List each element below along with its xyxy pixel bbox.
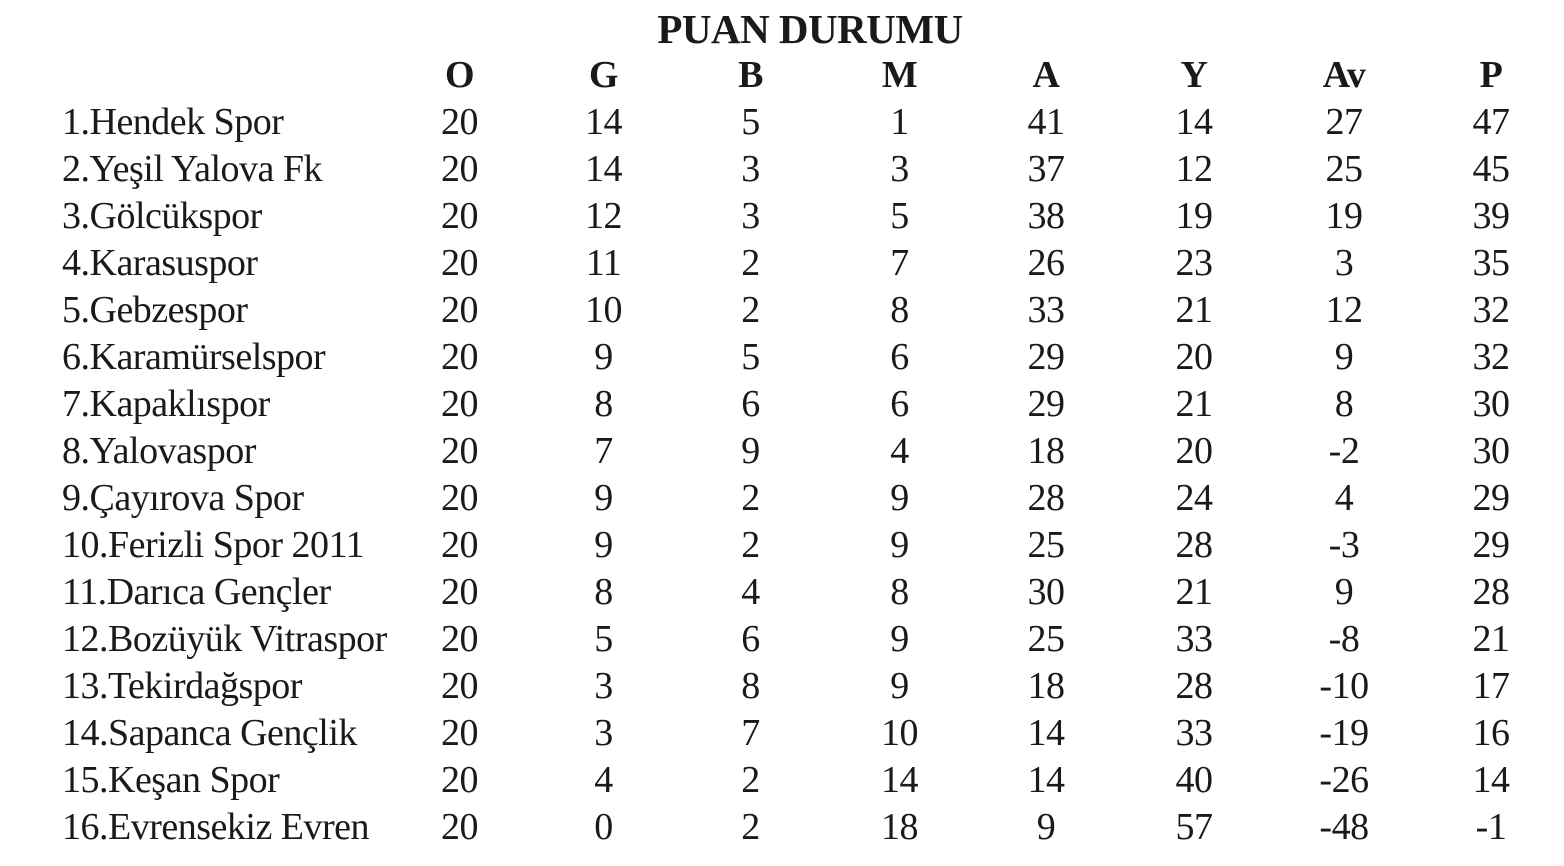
team-name: 3.Gölcükspor xyxy=(62,195,262,237)
stat-cell: 9 xyxy=(594,336,613,378)
table-row xyxy=(0,193,1564,240)
stat-cell: 9 xyxy=(890,524,909,566)
team-name: 8.Yalovaspor xyxy=(62,430,256,472)
stat-cell: 28 xyxy=(1027,477,1065,519)
stat-cell: -19 xyxy=(1319,712,1369,754)
column-header-p: P xyxy=(1479,54,1503,96)
team-name: 14.Sapanca Gençlik xyxy=(62,712,357,754)
table-row xyxy=(0,334,1564,381)
stat-cell: 3 xyxy=(741,195,760,237)
stat-cell: -26 xyxy=(1319,759,1369,801)
stat-cell: 2 xyxy=(741,289,760,331)
table-row xyxy=(0,146,1564,193)
stat-cell: 35 xyxy=(1472,242,1510,284)
stat-cell: 9 xyxy=(1036,806,1056,848)
stat-cell: 5 xyxy=(890,195,909,237)
stat-cell: 2 xyxy=(741,477,760,519)
stat-cell: 20 xyxy=(441,101,478,143)
stat-cell: 18 xyxy=(881,806,918,848)
stat-cell: 47 xyxy=(1472,101,1510,143)
stat-cell: 20 xyxy=(441,336,478,378)
team-name: 7.Kapaklıspor xyxy=(62,383,270,425)
stat-cell: 5 xyxy=(741,101,760,143)
stat-cell: 1 xyxy=(890,101,909,143)
stat-cell: 20 xyxy=(441,430,478,472)
table-row xyxy=(0,757,1564,804)
stat-cell: 11 xyxy=(585,242,622,284)
column-header-g: G xyxy=(588,54,619,96)
stat-cell: 30 xyxy=(1027,571,1065,613)
stat-cell: 6 xyxy=(890,383,909,425)
stat-cell: 20 xyxy=(441,477,478,519)
stat-cell: 2 xyxy=(741,759,760,801)
stat-cell: 20 xyxy=(441,148,478,190)
stat-cell: 2 xyxy=(741,524,760,566)
stat-cell: 19 xyxy=(1175,195,1213,237)
stat-cell: 8 xyxy=(1334,383,1354,425)
stat-cell: 20 xyxy=(441,712,478,754)
stat-cell: 9 xyxy=(890,477,909,519)
stat-cell: 12 xyxy=(1175,148,1213,190)
stat-cell: 17 xyxy=(1472,665,1510,707)
stat-cell: 5 xyxy=(741,336,760,378)
table-row xyxy=(0,240,1564,287)
stat-cell: 5 xyxy=(594,618,613,660)
page-title: PUAN DURUMU xyxy=(657,6,963,52)
stat-cell: 14 xyxy=(881,759,918,801)
stat-cell: 10 xyxy=(585,289,622,331)
stat-cell: 32 xyxy=(1472,336,1510,378)
stat-cell: 8 xyxy=(890,571,909,613)
table-row xyxy=(0,569,1564,616)
stat-cell: 3 xyxy=(741,148,760,190)
stat-cell: 2 xyxy=(741,242,760,284)
stat-cell: 27 xyxy=(1325,101,1363,143)
stat-cell: 8 xyxy=(741,665,760,707)
stat-cell: 40 xyxy=(1175,759,1213,801)
stat-cell: 8 xyxy=(594,571,613,613)
stat-cell: 37 xyxy=(1027,148,1065,190)
table-row xyxy=(0,804,1564,851)
table-row xyxy=(0,663,1564,710)
stat-cell: 32 xyxy=(1472,289,1510,331)
table-row xyxy=(0,287,1564,334)
stat-cell: 28 xyxy=(1472,571,1510,613)
stat-cell: 29 xyxy=(1472,524,1510,566)
team-name: 9.Çayırova Spor xyxy=(62,477,304,519)
header-row xyxy=(0,52,1564,99)
team-name: 4.Karasuspor xyxy=(62,242,258,284)
stat-cell: 9 xyxy=(890,618,909,660)
stat-cell: 30 xyxy=(1472,430,1510,472)
table-row xyxy=(0,710,1564,757)
stat-cell: -1 xyxy=(1475,806,1507,848)
stat-cell: 20 xyxy=(441,195,478,237)
column-header-m: M xyxy=(881,54,918,96)
stat-cell: 4 xyxy=(594,759,613,801)
stat-cell: 29 xyxy=(1472,477,1510,519)
stat-cell: 23 xyxy=(1175,242,1213,284)
team-name: 15.Keşan Spor xyxy=(62,759,280,801)
column-header-a: A xyxy=(1032,54,1060,96)
stat-cell: 14 xyxy=(585,148,622,190)
stat-cell: 20 xyxy=(1175,336,1213,378)
stat-cell: 20 xyxy=(441,759,478,801)
stat-cell: 29 xyxy=(1027,336,1065,378)
stat-cell: 26 xyxy=(1027,242,1065,284)
stat-cell: 33 xyxy=(1175,618,1213,660)
stat-cell: 25 xyxy=(1325,148,1363,190)
team-name: 6.Karamürselspor xyxy=(62,336,326,378)
table-row xyxy=(0,99,1564,146)
stat-cell: 14 xyxy=(1027,712,1065,754)
stat-cell: -8 xyxy=(1328,618,1360,660)
stat-cell: 6 xyxy=(890,336,909,378)
stat-cell: 14 xyxy=(1027,759,1065,801)
stat-cell: 30 xyxy=(1472,383,1510,425)
stat-cell: 20 xyxy=(441,242,478,284)
stat-cell: 20 xyxy=(1175,430,1213,472)
stat-cell: 9 xyxy=(594,524,613,566)
team-name: 2.Yeşil Yalova Fk xyxy=(62,148,323,190)
stat-cell: 21 xyxy=(1175,289,1213,331)
team-name: 16.Evrensekiz Evren xyxy=(62,806,370,848)
stat-cell: 24 xyxy=(1175,477,1213,519)
stat-cell: 3 xyxy=(594,712,613,754)
stat-cell: 9 xyxy=(1334,571,1354,613)
stat-cell: -3 xyxy=(1328,524,1360,566)
stat-cell: 14 xyxy=(585,101,622,143)
table-row xyxy=(0,616,1564,663)
stat-cell: 9 xyxy=(1334,336,1354,378)
table-row xyxy=(0,475,1564,522)
table-row xyxy=(0,381,1564,428)
stat-cell: 20 xyxy=(441,289,478,331)
team-name: 10.Ferizli Spor 2011 xyxy=(62,524,365,566)
stat-cell: 20 xyxy=(441,571,478,613)
stat-cell: 20 xyxy=(441,806,478,848)
stat-cell: 18 xyxy=(1027,665,1065,707)
stat-cell: 14 xyxy=(1175,101,1213,143)
stat-cell: 39 xyxy=(1472,195,1510,237)
stat-cell: 16 xyxy=(1472,712,1510,754)
stat-cell: 19 xyxy=(1325,195,1363,237)
stat-cell: 6 xyxy=(741,618,760,660)
stat-cell: 25 xyxy=(1027,524,1065,566)
stat-cell: 41 xyxy=(1027,101,1065,143)
column-header-b: B xyxy=(738,54,763,96)
stat-cell: 9 xyxy=(890,665,909,707)
stat-cell: 4 xyxy=(1334,477,1354,519)
stat-cell: 8 xyxy=(890,289,909,331)
column-header-y: Y xyxy=(1180,54,1208,96)
team-name: 5.Gebzespor xyxy=(62,289,248,331)
team-name: 13.Tekirdağspor xyxy=(62,665,302,707)
stat-cell: 14 xyxy=(1472,759,1510,801)
stat-cell: 20 xyxy=(441,665,478,707)
stat-cell: 38 xyxy=(1027,195,1065,237)
stat-cell: 7 xyxy=(594,430,613,472)
stat-cell: 4 xyxy=(890,430,909,472)
stat-cell: 3 xyxy=(594,665,613,707)
stat-cell: 20 xyxy=(441,618,478,660)
team-name: 12.Bozüyük Vitraspor xyxy=(62,618,387,660)
column-header-o: O xyxy=(444,54,475,96)
stat-cell: -2 xyxy=(1328,430,1360,472)
column-header-team xyxy=(0,52,388,99)
stat-cell: 28 xyxy=(1175,665,1213,707)
stat-cell: 3 xyxy=(1334,242,1354,284)
stat-cell: 33 xyxy=(1027,289,1065,331)
stat-cell: 9 xyxy=(594,477,613,519)
stat-cell: 2 xyxy=(741,806,760,848)
stat-cell: 28 xyxy=(1175,524,1213,566)
stat-cell: 12 xyxy=(585,195,622,237)
stat-cell: 7 xyxy=(741,712,760,754)
stat-cell: 21 xyxy=(1175,571,1213,613)
stat-cell: 20 xyxy=(441,383,478,425)
standings-table xyxy=(0,52,1564,851)
stat-cell: 25 xyxy=(1027,618,1065,660)
team-name: 11.Darıca Gençler xyxy=(62,571,331,613)
stat-cell: 0 xyxy=(594,806,613,848)
stat-cell: -48 xyxy=(1319,806,1369,848)
stat-cell: 6 xyxy=(741,383,760,425)
stat-cell: 57 xyxy=(1175,806,1213,848)
stat-cell: 18 xyxy=(1027,430,1065,472)
stat-cell: 29 xyxy=(1027,383,1065,425)
stat-cell: 45 xyxy=(1472,148,1510,190)
stat-cell: 3 xyxy=(890,148,909,190)
stat-cell: 20 xyxy=(441,524,478,566)
stat-cell: 10 xyxy=(881,712,918,754)
stat-cell: 33 xyxy=(1175,712,1213,754)
stat-cell: 12 xyxy=(1325,289,1363,331)
stat-cell: 21 xyxy=(1472,618,1510,660)
stat-cell: 21 xyxy=(1175,383,1213,425)
stat-cell: 4 xyxy=(741,571,760,613)
column-header-av: Av xyxy=(1322,54,1366,96)
table-row xyxy=(0,522,1564,569)
stat-cell: 7 xyxy=(890,242,909,284)
stat-cell: 9 xyxy=(741,430,760,472)
stat-cell: -10 xyxy=(1319,665,1369,707)
table-row xyxy=(0,428,1564,475)
team-name: 1.Hendek Spor xyxy=(62,101,284,143)
stat-cell: 8 xyxy=(594,383,613,425)
